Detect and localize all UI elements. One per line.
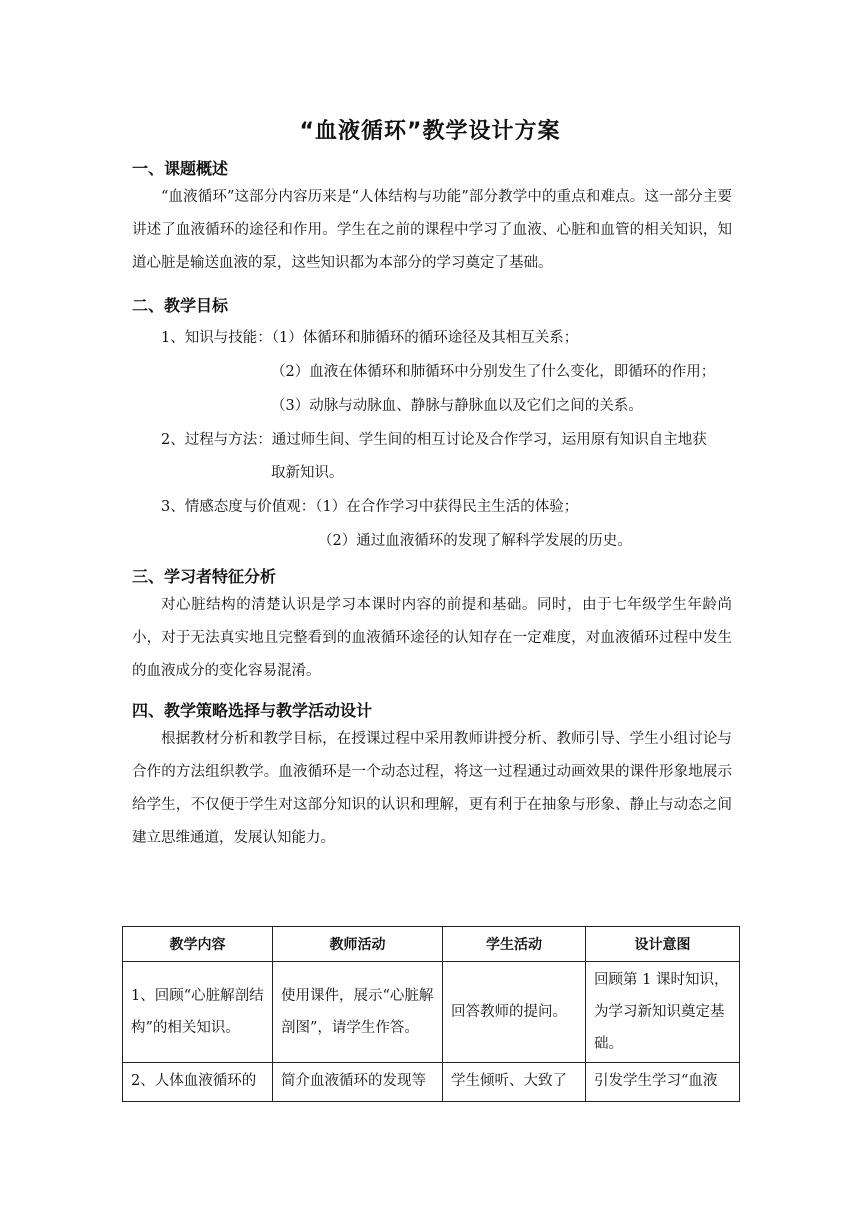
table-header-cell: 设计意图 xyxy=(586,927,740,962)
table-row xyxy=(123,1063,740,1102)
goal-line-4: 2、过程与方法：通过师生间、学生间的相互讨论及合作学习，运用原有知识自主地获 xyxy=(161,432,707,448)
section-heading-3: 三、学习者特征分析 xyxy=(132,567,277,586)
table-header-cell: 学生活动 xyxy=(443,927,586,962)
table-header-cell: 教师活动 xyxy=(273,927,443,962)
table-cell: 回答教师的提问。 xyxy=(443,962,586,1063)
table-cell: 使用课件，展示“心脏解剖图”，请学生作答。 xyxy=(273,962,443,1063)
goal-line-7: （2）通过血液循环的发现了解科学发展的历史。 xyxy=(318,533,632,549)
document-title: “血液循环”教学设计方案 xyxy=(299,119,561,144)
table-row xyxy=(123,962,740,1063)
table-cell: 引发学生学习“血液 xyxy=(586,1063,740,1102)
section-paragraph-3: 对心脏结构的清楚认识是学习本课时内容的前提和基础。同时，由于七年级学生年龄尚小，对于无法真实地且完整看到的血液循环途径的认知存在一定难度，对血液循环过程中发生的血液成分的变化容易混淆。 xyxy=(132,597,732,679)
section-heading-1: 一、课题概述 xyxy=(132,159,229,178)
table-cell: 1、回顾“心脏解剖结构”的相关知识。 xyxy=(123,962,273,1063)
goal-line-2: （2）血液在体循环和肺循环中分别发生了什么变化，即循环的作用； xyxy=(271,364,716,380)
goal-line-5: 取新知识。 xyxy=(271,465,344,481)
goal-line-6: 3、情感态度与价值观：（1）在合作学习中获得民主生活的体验； xyxy=(161,499,579,515)
table-header-row xyxy=(123,927,740,962)
table-cell: 学生倾听、大致了 xyxy=(443,1063,586,1102)
section-paragraph-1: “血液循环”这部分内容历来是“人体结构与功能”部分教学中的重点和难点。这一部分主要讲述了血液循环的途径和作用。学生在之前的课程中学习了血液、心脏和血管的相关知识，知道心脏是输送血液的泵，这些知识都为本部分的学习奠定了基础。 xyxy=(132,189,732,271)
table-cell: 回顾第 1 课时知识，为学习新知识奠定基础。 xyxy=(586,962,740,1063)
section-heading-4: 四、教学策略选择与教学活动设计 xyxy=(132,701,373,720)
table-cell: 2、人体血液循环的 xyxy=(123,1063,273,1102)
goal-line-1: 1、知识与技能：（1）体循环和肺循环的循环途径及其相互关系； xyxy=(161,330,579,346)
goal-line-3: （3）动脉与动脉血、静脉与静脉血以及它们之间的关系。 xyxy=(271,398,643,414)
activity-table xyxy=(122,926,740,1102)
table-header-cell: 教学内容 xyxy=(123,927,273,962)
section-paragraph-4: 根据教材分析和教学目标，在授课过程中采用教师讲授分析、教师引导、学生小组讨论与合作的方法组织教学。血液循环是一个动态过程，将这一过程通过动画效果的课件形象地展示给学生，不仅便于学生对这部分知识的认识和理解，更有利于在抽象与形象、静止与动态之间建立思维通道，发展认知能力。 xyxy=(132,731,732,846)
section-heading-2: 二、教学目标 xyxy=(132,296,229,315)
table-cell: 简介血液循环的发现等 xyxy=(273,1063,443,1102)
